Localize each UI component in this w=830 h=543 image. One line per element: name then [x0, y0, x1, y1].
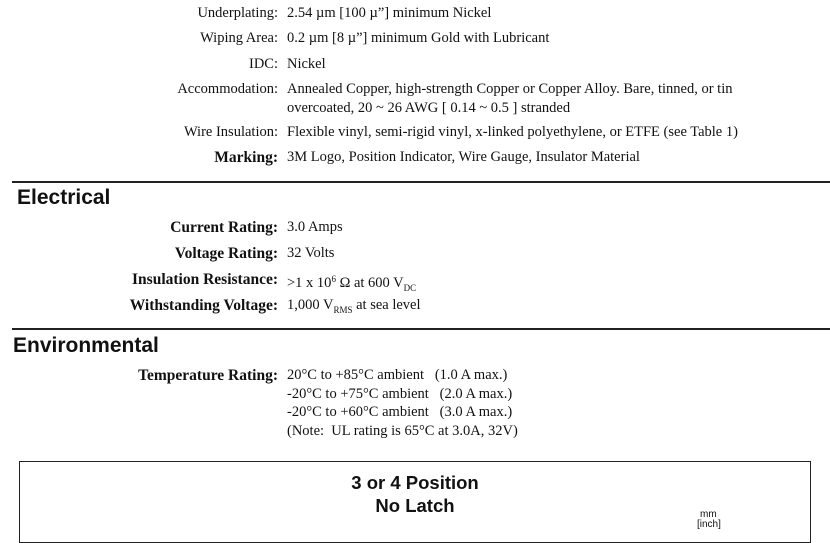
spec-value-line: overcoated, 20 ~ 26 AWG [ 0.14 ~ 0.5 ] stranded — [287, 99, 571, 116]
value-exponent: 6 — [331, 274, 336, 284]
spec-value — [287, 270, 416, 298]
value-text: Ω at 600 V — [335, 275, 404, 291]
spec-voltage-rating — [0, 244, 830, 263]
spec-label: Voltage Rating: — [174, 245, 278, 262]
spec-value: 0.2 µm [8 µ”] minimum Gold with Lubricant — [287, 30, 550, 46]
value-text: at sea level — [352, 297, 421, 313]
spec-value — [287, 80, 732, 117]
spec-underplating — [0, 4, 830, 23]
spec-value-line: -20°C to +75°C ambient (2.0 A max.) — [287, 385, 513, 402]
section-divider — [12, 328, 830, 330]
unit-label-mm: mm — [700, 509, 717, 520]
spec-label: Wiping Area: — [200, 30, 278, 46]
spec-value-line: -20°C to +60°C ambient (3.0 A max.) — [287, 404, 513, 420]
spec-value — [287, 366, 518, 440]
spec-temperature-rating — [0, 366, 830, 442]
spec-label: Underplating: — [197, 5, 278, 21]
spec-label: Withstanding Voltage: — [129, 297, 278, 314]
drawing-title: 3 or 4 Position — [351, 472, 479, 493]
section-heading-environmental: Environmental — [13, 334, 159, 357]
value-text: >1 x 10 — [287, 275, 332, 291]
spec-value: 2.54 µm [100 µ”] minimum Nickel — [287, 5, 492, 21]
value-subscript: DC — [403, 283, 417, 293]
value-text: 1,000 V — [287, 297, 334, 313]
spec-insulation-resistance — [0, 270, 830, 293]
section-divider — [12, 181, 830, 183]
drawing-subtitle: No Latch — [375, 495, 455, 516]
spec-idc — [0, 55, 830, 74]
spec-value-line: Annealed Copper, high-strength Copper or Copper Alloy. Bare, tinned, or tin — [287, 81, 733, 97]
spec-value: 3.0 Amps — [287, 219, 343, 235]
spec-value: 32 Volts — [287, 245, 335, 261]
spec-value: Nickel — [287, 56, 326, 72]
spec-label: IDC: — [249, 56, 278, 72]
spec-label: Accommodation: — [177, 81, 278, 97]
spec-label: Wire Insulation: — [183, 124, 278, 140]
spec-current-rating — [0, 218, 830, 237]
section-heading-electrical: Electrical — [17, 186, 111, 209]
spec-label: Marking: — [214, 149, 278, 166]
spec-label: Insulation Resistance: — [132, 271, 278, 288]
spec-value-line: 20°C to +85°C ambient (1.0 A max.) — [287, 367, 508, 383]
spec-value: Flexible vinyl, semi-rigid vinyl, x-linked polyethylene, or ETFE (see Table 1) — [287, 124, 738, 140]
spec-value-line: (Note: UL rating is 65°C at 3.0A, 32V) — [287, 422, 518, 439]
spec-value — [287, 296, 421, 320]
spec-withstanding-voltage — [0, 296, 830, 315]
spec-marking — [0, 148, 830, 167]
unit-label-inch: [inch] — [697, 519, 721, 530]
spec-label: Current Rating: — [170, 219, 278, 236]
spec-accommodation — [0, 80, 830, 118]
spec-wiping-area — [0, 29, 830, 48]
value-subscript: RMS — [333, 305, 353, 315]
spec-label: Temperature Rating: — [138, 367, 278, 384]
spec-wire-insulation — [0, 123, 830, 142]
spec-value: 3M Logo, Position Indicator, Wire Gauge, Insulator Material — [287, 149, 640, 165]
